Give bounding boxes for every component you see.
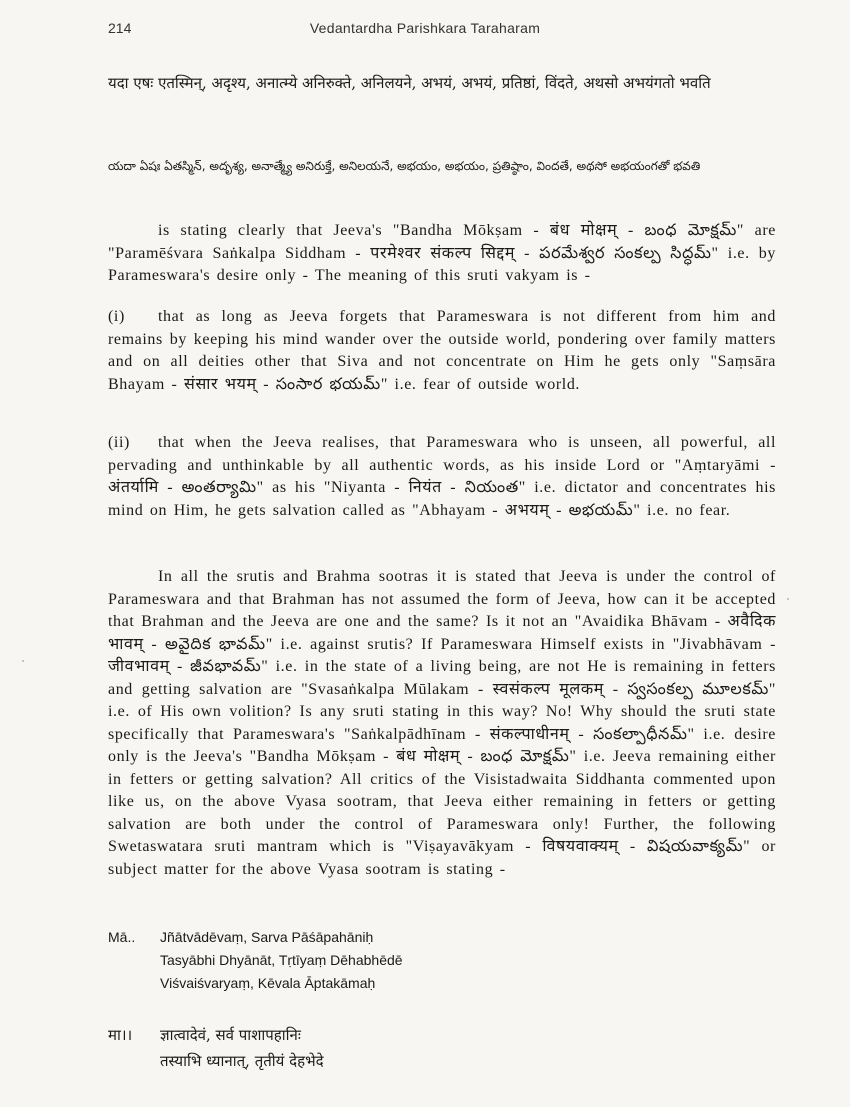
mantra-line: Tasyābhi Dhyānāt, Tṛtīyaṃ Dēhabhēdē [160, 952, 403, 968]
mantra-line: ज्ञात्वादेवं, सर्व पाशापहानिः [160, 1026, 301, 1044]
mantra-label-devanagari: मा।। [108, 1026, 133, 1044]
list-marker-1: (i) [108, 308, 125, 325]
running-header-title: Vedantardha Parishkara Taraharam [309, 20, 541, 36]
paragraph-sruti-meaning: is stating clearly that Jeeva's "Bandha Mōkṣam - बंध मोक्षम् - బంధ మోక్షమ్" are "Paramēśvara Saṅkalpa Siddham - परमेश्वर संकल्प सिद्दम् - పరమేశ్వర సంకల్ప సిద్ధమ్" i.e. by Parameswara's desire only - The meaning of this sruti vakyam is - [108, 222, 776, 284]
mantra-line: Viśvaiśvaryaṃ, Kēvala Āptakāmaḥ [160, 975, 376, 991]
list-marker-2: (ii) [108, 434, 130, 451]
paragraph-argument: In all the srutis and Brahma sootras it is stated that Jeeva is under the control of Parameswara and that Brahman has not assumed the form of Jeeva, how can it be accepted that Brahman and the Jeeva are one and the same? Is it not an "Avaidika Bhāvam - अवैदिक भावम् - అవైదిక భావమ్" i.e. against srutis? If Parameswara Himself exists in "Jivabhāvam - जीवभावम् - జీవభావమ్" i.e. in the state of a living being, are not He is remaining in fetters and getting salvation are "Svasaṅkalpa Mūlakam - स्वसंकल्प मूलकम् - స్వసంకల్ప మూలకమ్" i.e. of His own volition? Is any sruti stating in this way? No! Why should the sruti state specifically that Parameswara's "Saṅkalpādhīnam - संकल्पाधीनम् - సంకల్పాధీనమ్" i.e. desire only is the Jeeva's "Bandha Mōkṣam - बंध मोक्षम् - బంధ మోక్షమ్" i.e. Jeeva remaining either in fetters or getting salvation? All critics of the Visistadwaita Siddhanta commented upon like us, on the above Vyasa sootram, that Jeeva either remaining in fetters or getting salvation are both under the control of Parameswara only! Further, the following Swetaswatara sruti mantram which is "Viṣayavākyam - विषयवाक्यम् - విషయవాక్యమ్" or subject matter for the above Vyasa sootram is stating - [108, 568, 776, 878]
list-item-2 [108, 432, 776, 522]
list-text-2: that when the Jeeva realises, that Parameswara who is unseen, all powerful, all pervading and unthinkable by all authentic words, as his inside Lord or "Aṃtaryāmi - अंतर्यामि - అంతర్యామి" as his "Niyanta - नियंत - నియంత" i.e. dictator and concentrates his mind on Him, he gets salvation called as "Abhayam - अभयम् - అభయమ్" i.e. no fear. [108, 434, 776, 519]
scan-speck [787, 598, 789, 600]
page-number: 214 [108, 20, 132, 36]
telugu-quote: యదా ఏషః ఏతస్మిన్, అదృశ్య, అనాత్మ్యే అనిరుక్తే, అనిలయనే, అభయం, అభయం, ప్రతిష్ఠాం, విందతే, అథసో అభయంగతో భవతి [108, 159, 701, 173]
sanskrit-quote: यदा एषः एतस्मिन्, अदृश्य, अनात्म्ये अनिरुक्ते, अनिलयने, अभयं, अभयं, प्रतिष्ठां, विंदते, अथसो अभयंगतो भवति [108, 74, 711, 92]
list-item-1 [108, 306, 776, 396]
mantra-line: Jñātvādēvaṃ, Sarva Pāśāpahāniḥ [160, 929, 374, 945]
list-text-1: that as long as Jeeva forgets that Parameswara is not different from him and remains by keeping his mind wander over the outside world, pondering over family matters and on all deities other that Siva and not concentrate on Him he gets only "Saṃsāra Bhayam - संसार भयम् - సంసార భయమ్" i.e. fear of outside world. [108, 308, 776, 393]
mantra-devanagari [108, 1022, 768, 1074]
mantra-line: तस्याभि ध्यानात्, तृतीयं देहभेदे [160, 1052, 324, 1070]
scan-speck [22, 660, 24, 662]
mantra-transliteration [108, 926, 768, 995]
mantra-label: Mā.. [108, 929, 136, 945]
